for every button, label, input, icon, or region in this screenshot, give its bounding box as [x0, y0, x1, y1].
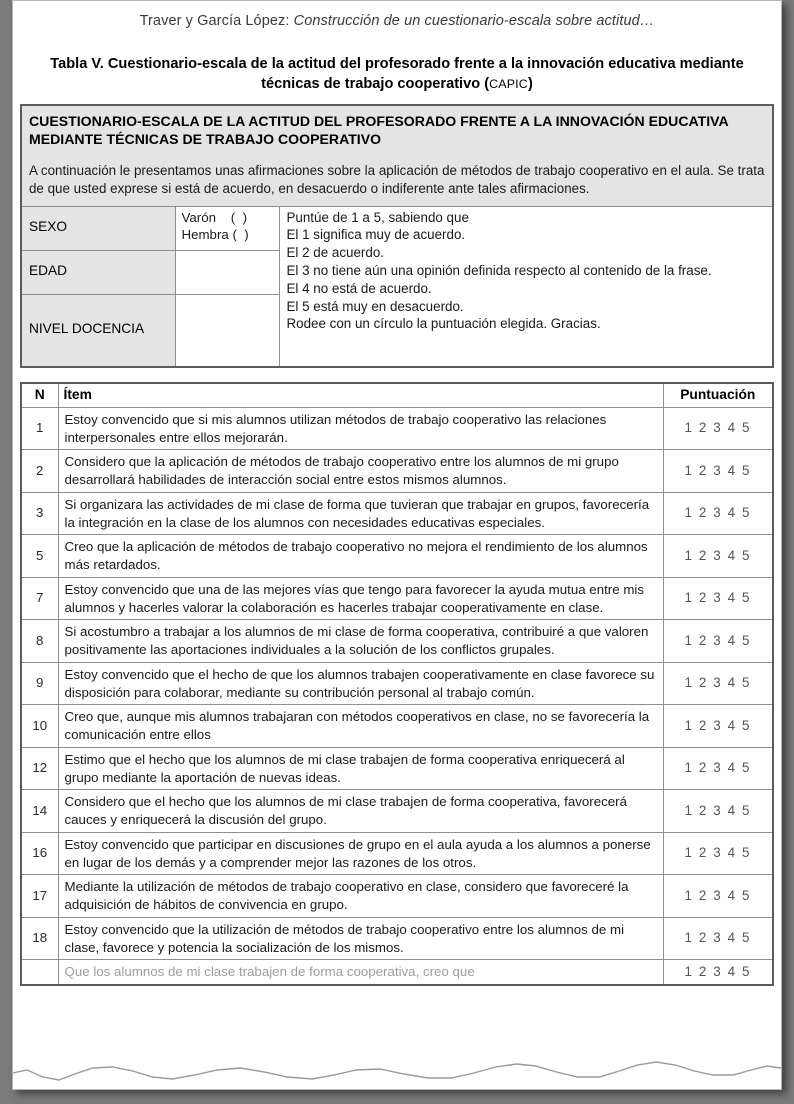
running-head	[13, 1, 781, 29]
table-row	[21, 535, 773, 578]
item-number: 16	[21, 832, 58, 875]
nivel-docencia-label: NIVEL DOCENCIA	[21, 294, 176, 367]
item-number: 3	[21, 492, 58, 535]
item-number: 10	[21, 705, 58, 748]
scale-line-0: Puntúe de 1 a 5, sabiendo que	[286, 209, 469, 225]
item-score-scale[interactable]: 1 2 3 4 5	[663, 662, 773, 705]
item-score-scale[interactable]: 1 2 3 4 5	[663, 492, 773, 535]
item-text: Estoy convencido que una de las mejores vías que tengo para favorecer la ayuda mutua entre mis alumnos y hacerles valorar la colaboración es hacerles trabajar cooperativamente en clase.	[58, 577, 663, 620]
item-text: Estoy convencido que la utilización de métodos de trabajo cooperativo entre los alumnos de mi clase, favorece y potencia la socialización de los mismos.	[58, 917, 663, 960]
item-text: Si organizara las actividades de mi clase de forma que tuvieran que trabajar en grupos, favorecería la integración en la clase de los alumnos con necesidades educativas especiales.	[58, 492, 663, 535]
table-row	[21, 577, 773, 620]
sexo-label: SEXO	[21, 206, 176, 250]
item-text: Creo que la aplicación de métodos de trabajo cooperativo no mejora el rendimiento de los alumnos más retardados.	[58, 535, 663, 578]
item-text: Creo que, aunque mis alumnos trabajaran con métodos cooperativos en clase, no se favorecería la comunicación entre ellos	[58, 705, 663, 748]
item-score-scale[interactable]: 1 2 3 4 5	[663, 790, 773, 833]
running-head-title: Construcción de un cuestionario-escala sobre actitud…	[293, 13, 655, 29]
questionnaire-intro-text: A continuación le presentamos unas afirmaciones sobre la aplicación de métodos de trabajo cooperativo en el aula. Se trata de que usted exprese si está de acuerdo, en desacuerdo o indiferente ante tales afirmaciones.	[28, 163, 765, 197]
item-number: 1	[21, 407, 58, 450]
item-score-scale[interactable]: 1 2 3 4 5	[663, 535, 773, 578]
table-row	[21, 747, 773, 790]
table-row	[21, 407, 773, 450]
scale-line-1: El 1 significa muy de acuerdo.	[286, 227, 466, 243]
item-number: 12	[21, 747, 58, 790]
item-score-scale[interactable]: 1 2 3 4 5	[663, 960, 773, 985]
sexo-options-cell	[176, 206, 280, 250]
questionnaire-intro-cell	[21, 105, 773, 206]
item-text: Que los alumnos de mi clase trabajen de forma cooperativa, creo que	[58, 960, 663, 985]
scale-line-6: Rodee con un círculo la puntuación elegida. Gracias.	[286, 316, 601, 332]
table-caption	[27, 54, 767, 94]
item-score-scale[interactable]: 1 2 3 4 5	[663, 747, 773, 790]
items-table-body	[21, 407, 773, 985]
caption-acronym: CAPIC	[489, 77, 528, 92]
sexo-option-varon[interactable]: Varón ( )	[181, 209, 248, 225]
item-number: 5	[21, 535, 58, 578]
table-row	[21, 105, 773, 206]
scale-line-4: El 4 no está de acuerdo.	[286, 280, 432, 296]
item-text: Considero que el hecho que los alumnos de mi clase trabajen de forma cooperativa, favorecerá cauces y enriquecerá la discusión del grupo.	[58, 790, 663, 833]
questionnaire-title: CUESTIONARIO-ESCALA DE LA ACTITUD DEL PROFESORADO FRENTE A LA INNOVACIÓN EDUCATIVA MEDIANTE TÉCNICAS DE TRABAJO COOPERATIVO	[28, 113, 729, 148]
table-row	[21, 832, 773, 875]
item-score-scale[interactable]: 1 2 3 4 5	[663, 577, 773, 620]
item-score-scale[interactable]: 1 2 3 4 5	[663, 450, 773, 493]
item-text: Estimo que el hecho que los alumnos de mi clase trabajen de forma cooperativa enriquecerá al grupo mediante la aportación de nuevas ideas.	[58, 747, 663, 790]
item-score-scale[interactable]: 1 2 3 4 5	[663, 705, 773, 748]
item-number: 18	[21, 917, 58, 960]
scale-instructions-cell	[280, 206, 773, 367]
table-row	[21, 917, 773, 960]
table-row	[21, 790, 773, 833]
table-header-row	[21, 383, 773, 408]
questionnaire-header-table	[20, 104, 774, 367]
column-header-score: Puntuación	[663, 383, 773, 408]
table-row	[21, 875, 773, 918]
table-row	[21, 705, 773, 748]
item-score-scale[interactable]: 1 2 3 4 5	[663, 832, 773, 875]
sexo-option-hembra[interactable]: Hembra ( )	[181, 227, 249, 243]
item-text: Estoy convencido que participar en discusiones de grupo en el aula ayuda a los alumnos a ponerse en lugar de los demás y a comprender mejor las razones de los otros.	[58, 832, 663, 875]
item-number: 8	[21, 620, 58, 663]
table-row	[21, 620, 773, 663]
item-text: Estoy convencido que el hecho de que los alumnos trabajen cooperativamente en clase favorece su disposición para colaborar, mediante su contribución personal al trabajo común.	[58, 662, 663, 705]
items-table-wrapper	[13, 382, 781, 987]
caption-paren-close: )	[527, 76, 533, 93]
item-score-scale[interactable]: 1 2 3 4 5	[663, 917, 773, 960]
item-text: Considero que la aplicación de métodos de trabajo cooperativo entre los alumnos de mi grupo desarrollará habilidades de interacción social entre estos mismos alumnos.	[58, 450, 663, 493]
item-text: Estoy convencido que si mis alumnos utilizan métodos de trabajo cooperativo las relaciones interpersonales entre ellos mejorarán.	[58, 407, 663, 450]
item-score-scale[interactable]: 1 2 3 4 5	[663, 407, 773, 450]
table-row	[21, 662, 773, 705]
scale-line-5: El 5 está muy en desacuerdo.	[286, 298, 464, 314]
column-header-n: N	[21, 383, 58, 408]
table-row	[21, 450, 773, 493]
item-number: 14	[21, 790, 58, 833]
table-row	[21, 492, 773, 535]
scale-line-2: El 2 de acuerdo.	[286, 245, 385, 261]
item-score-scale[interactable]: 1 2 3 4 5	[663, 620, 773, 663]
torn-page-edge	[13, 1053, 781, 1089]
table-row	[21, 206, 773, 250]
item-number	[21, 960, 58, 985]
item-number: 2	[21, 450, 58, 493]
caption-main-text: Tabla V. Cuestionario-escala de la actitud del profesorado frente a la innovación educativa mediante técnicas de trabajo cooperativo	[50, 56, 744, 93]
running-head-authors: Traver y García López:	[139, 13, 294, 29]
item-text: Si acostumbro a trabajar a los alumnos de mi clase de forma cooperativa, contribuiré a que valoren positivamente las aportaciones individuales a la solución de los conflictos grupales.	[58, 620, 663, 663]
edad-input-cell[interactable]	[176, 250, 280, 294]
scale-line-3: El 3 no tiene aún una opinión definida respecto al contenido de la frase.	[286, 262, 712, 278]
caption-paren-open: (	[484, 76, 490, 93]
table-row-cut-off	[21, 960, 773, 985]
item-number: 17	[21, 875, 58, 918]
nivel-docencia-input-cell[interactable]	[176, 294, 280, 367]
item-text: Mediante la utilización de métodos de trabajo cooperativo en clase, considero que favoreceré la adquisición de hábitos de convivencia en grupo.	[58, 875, 663, 918]
items-table	[20, 382, 774, 987]
item-number: 9	[21, 662, 58, 705]
item-score-scale[interactable]: 1 2 3 4 5	[663, 875, 773, 918]
document-page	[12, 0, 782, 1090]
column-header-item: Ítem	[58, 383, 663, 408]
item-number: 7	[21, 577, 58, 620]
edad-label: EDAD	[21, 250, 176, 294]
torn-edge-shape	[13, 1053, 781, 1089]
